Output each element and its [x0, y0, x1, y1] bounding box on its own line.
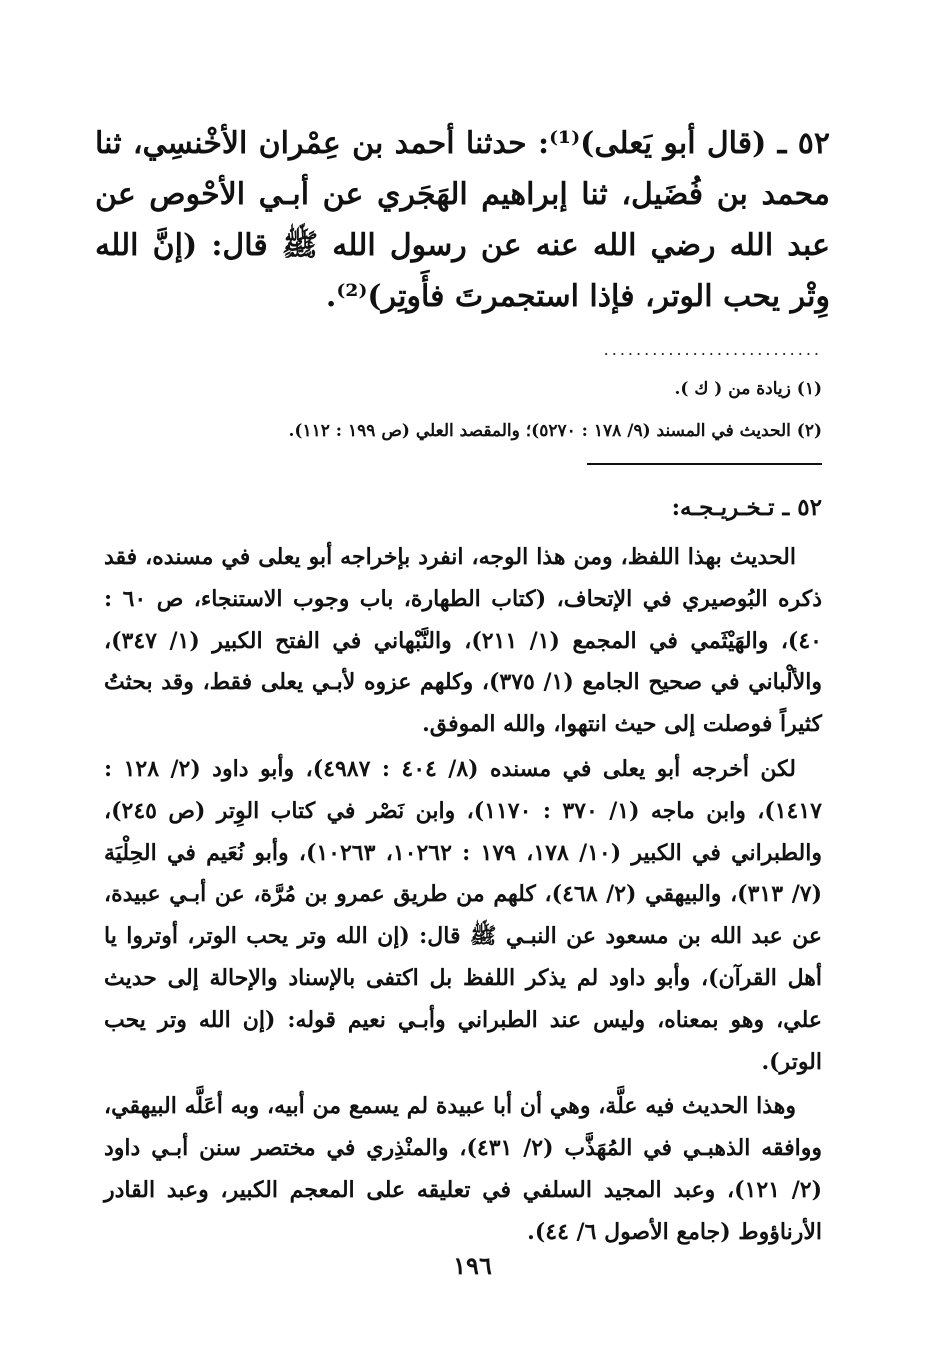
footnote-1: (١) زيادة من ( ك ). [674, 379, 822, 399]
body-paragraph-1: الحديث بهذا اللفظ، ومن هذا الوجه، انفرد بإخراجه أبو يعلى في مسنده، فقد ذكره البُوصيري في الإتحاف، (كتاب الطهارة، باب وجوب الاستنجاء، ص ٦٠ : ٤٠)، والهَيْثَمي في المجمع (١/ ٢١١)، والنَّبْهاني في الفتح الكبير (١/ ٣٤٧)، والألْباني في صحيح الجامع (١/ ٣٧٥)، وكلهم عزوه لأبـي يعلى فقط، وقد بحثتُ كثيراً فوصلت إلى حيث انتهوا، والله الموفق. [104, 544, 822, 738]
body-paragraph-2: لكن أخرجه أبو يعلى في مسنده (٨/ ٤٠٤ : ٤٩٨٧)، وأبو داود (٢/ ١٢٨ : ١٤١٧)، وابن ماجه (١/ ٣٧٠ : ١١٧٠)، وابن نَصْر في كتاب الوِتر (ص ٢٤٥)، والطبراني في الكبير (١٠/ ١٧٨، ١٧٩ : ١٠٢٦٢، ١٠٢٦٣)، وأبو نُعَيم في الحِلْيَة (٧/ ٣١٣)، والبيهقي (٢/ ٤٦٨)، كلهم من طريق عمرو بن مُرَّة، عن أبـي عبيدة، عن عبد الله بن مسعود عن النبـي ﷺ قال: (إن الله وتر يحب الوتر، أوتروا يا أهل القرآن)، وأبو داود لم يذكر اللفظ بل اكتفى بالإسناد والإحالة إلى حديث علي، وهو بمعناه، وليس عند الطبراني وأبـي نعيم قوله: (إن الله وتر يحب الوتر). [104, 755, 822, 1075]
footnotes [230, 368, 822, 452]
page-number: ١٩٦ [453, 1251, 492, 1280]
body-paragraph-3: وهذا الحديث فيه علَّة، وهي أن أبا عبيدة لم يسمع من أبيه، وبه أعَلَّه البيهقي، ووافقه الذهبـي في المُهَذَّب (٢/ ٤٣١)، والمنْذِري في مختصر سنن أبـي داود (٢/ ١٢١)، وعبد المجيد السلفي في تعليقه على المعجم الكبير، وعبد القادر الأرناؤوط (جامع الأصول ٦/ ٤٤). [104, 1093, 822, 1245]
takhrij-body [104, 537, 822, 1254]
footnote-separator-dots: ........................... [603, 340, 822, 359]
takhrij-heading: ٥٢ ـ تـخـريـجـه: [671, 494, 822, 521]
hadith-text: ٥٢ ـ (قال أبو يَعلى)⁽¹⁾: حدثنا أحمد بن عِمْران الأخْنسِي، ثنا محمد بن فُضَيل، ثنا إبراهيم الهَجَري عن أبـي الأحْوص عن عبد الله رضي الله عنه عن رسول الله ﷺ قال: (إنَّ الله وِتْر يحب الوتر، فإذا استجمرتَ فأَوتِر)⁽²⁾. [95, 126, 830, 314]
footnote-2: (٢) الحديث في المسند (٩/ ١٧٨ : ٥٢٧٠)؛ والمقصد العلي (ص ١٩٩ : ١١٢). [288, 421, 822, 441]
section-divider [587, 463, 822, 465]
hadith-block [95, 118, 830, 322]
